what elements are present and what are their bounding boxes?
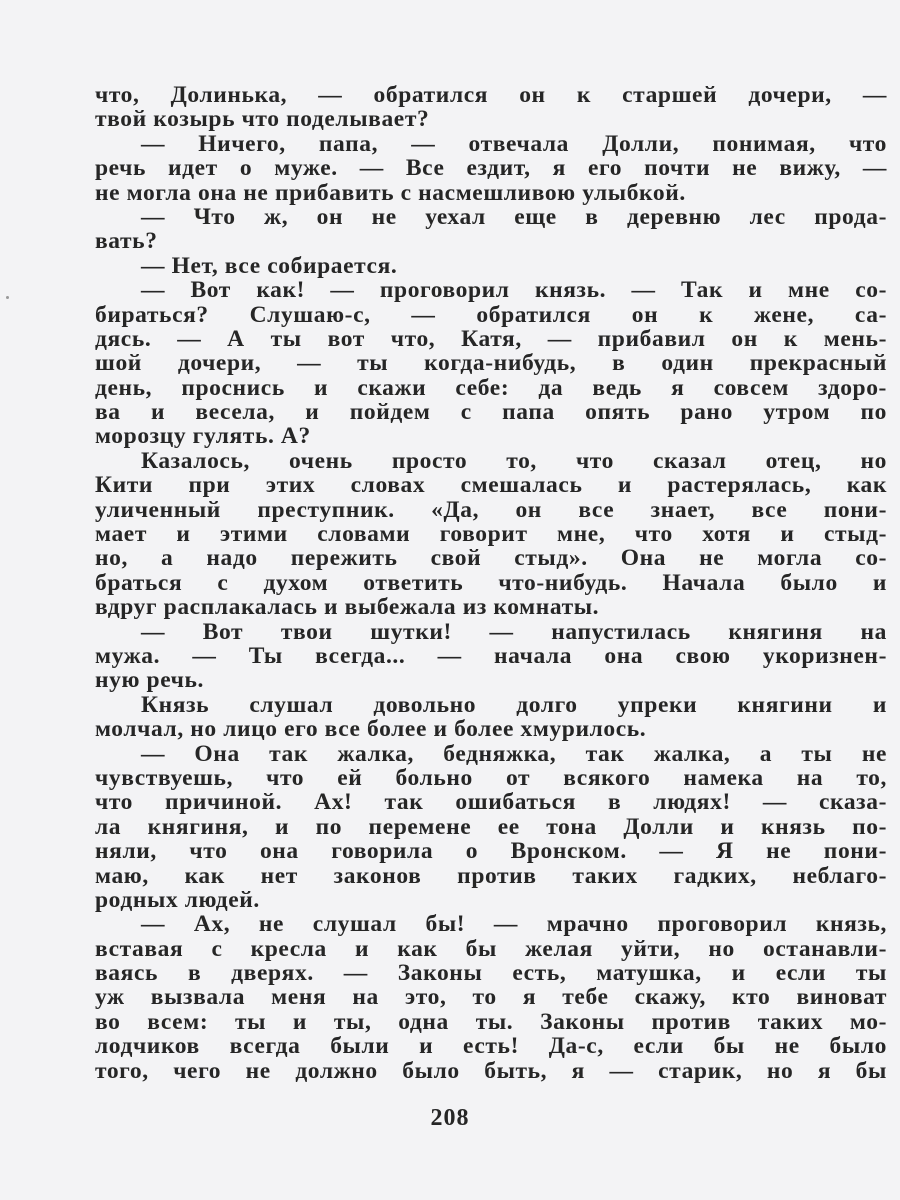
paragraph bbox=[95, 254, 887, 278]
text-line: не могла она не прибавить с насмешливою улыбкой. bbox=[95, 179, 686, 206]
paragraph bbox=[95, 693, 887, 742]
text-line: ла княгиня, и по перемене ее тона Долли и князь по- bbox=[95, 813, 887, 840]
text-line: но, а надо пережить свой стыд». Она не могла со- bbox=[95, 545, 887, 572]
paragraph bbox=[95, 83, 887, 132]
text-line: Казалось, очень просто то, что сказал отец, но bbox=[141, 447, 887, 474]
text-line: молчал, но лицо его все более и более хмурилось. bbox=[95, 716, 647, 743]
text-line: — Она так жалка, бедняжка, так жалка, а ты не bbox=[141, 740, 887, 767]
text-line: — Ах, не слушал бы! — мрачно проговорил князь, bbox=[141, 911, 887, 938]
text-line: твой козырь что поделывает? bbox=[95, 106, 430, 133]
paragraph bbox=[95, 132, 887, 205]
text-line: мужа. — Ты всегда... — начала она свою укоризнен- bbox=[95, 642, 887, 669]
text-line: браться с духом ответить что-нибудь. Начала было и bbox=[95, 569, 887, 596]
text-line: Кити при этих словах смешалась и растерялась, как bbox=[95, 472, 887, 499]
text-line: морозцу гулять. А? bbox=[95, 423, 311, 450]
text-line: ную речь. bbox=[95, 667, 204, 694]
text-line: дясь. — А ты вот что, Катя, — прибавил он к мень- bbox=[95, 325, 887, 352]
text-line: родных людей. bbox=[95, 886, 260, 913]
paragraph bbox=[95, 742, 887, 913]
text-line: день, проснись и скажи себе: да ведь я совсем здоро- bbox=[95, 374, 887, 401]
text-line: Князь слушал довольно долго упреки княгини и bbox=[141, 691, 887, 718]
text-line: — Ничего, папа, — отвечала Долли, понимая, что bbox=[141, 130, 887, 157]
paragraph bbox=[95, 449, 887, 620]
page-number: 208 bbox=[430, 1105, 470, 1131]
text-line: ва и весела, и пойдем с папа опять рано утром по bbox=[95, 399, 887, 426]
text-line: — Вот твои шутки! — напустилась княгиня на bbox=[141, 618, 887, 645]
text-line: ваясь в дверях. — Законы есть, матушка, и если ты bbox=[95, 960, 887, 987]
text-line: бираться? Слушаю-с, — обратился он к жене, са- bbox=[95, 301, 887, 328]
text-line: уж вызвала меня на это, то я тебе скажу, кто виноват bbox=[95, 984, 887, 1011]
text-line: — Вот как! — проговорил князь. — Так и мне со- bbox=[141, 277, 887, 304]
text-line: лодчиков всегда были и есть! Да-с, если бы не было bbox=[95, 1033, 887, 1060]
text-line: вставая с кресла и как бы желая уйти, но останавли- bbox=[95, 935, 887, 962]
text-line: шой дочери, — ты когда-нибудь, в один прекрасный bbox=[95, 350, 887, 377]
text-line: что, Долинька, — обратился он к старшей дочери, — bbox=[95, 82, 887, 108]
text-line: того, чего не должно было быть, я — старик, но я бы bbox=[95, 1057, 887, 1084]
text-line: маю, как нет законов против таких гадких, неблаго- bbox=[95, 862, 887, 889]
page-text bbox=[95, 83, 887, 1083]
paragraph bbox=[95, 278, 887, 449]
text-line: уличенный преступник. «Да, он все знает, все пони- bbox=[95, 496, 887, 523]
text-line: что причиной. Ах! так ошибаться в людях! — сказа- bbox=[95, 789, 887, 816]
paragraph bbox=[95, 620, 887, 693]
text-line: чувствуешь, что ей больно от всякого намека на то, bbox=[95, 764, 887, 791]
scan-speck bbox=[6, 296, 9, 299]
text-line: вать? bbox=[95, 228, 158, 255]
text-line: — Нет, все собирается. bbox=[141, 252, 398, 279]
text-line: вдруг расплакалась и выбежала из комнаты. bbox=[95, 594, 600, 621]
paragraph bbox=[95, 912, 887, 1083]
text-line: речь идет о муже. — Все ездит, я его почти не вижу, — bbox=[95, 155, 887, 182]
text-line: — Что ж, он не уехал еще в деревню лес прода- bbox=[141, 203, 887, 230]
paragraph bbox=[95, 205, 887, 254]
text-line: во всем: ты и ты, одна ты. Законы против таких мо- bbox=[95, 1008, 887, 1035]
text-line: мает и этими словами говорит мне, что хотя и стыд- bbox=[95, 521, 887, 548]
text-line: няли, что она говорила о Вронском. — Я не пони- bbox=[95, 838, 887, 865]
